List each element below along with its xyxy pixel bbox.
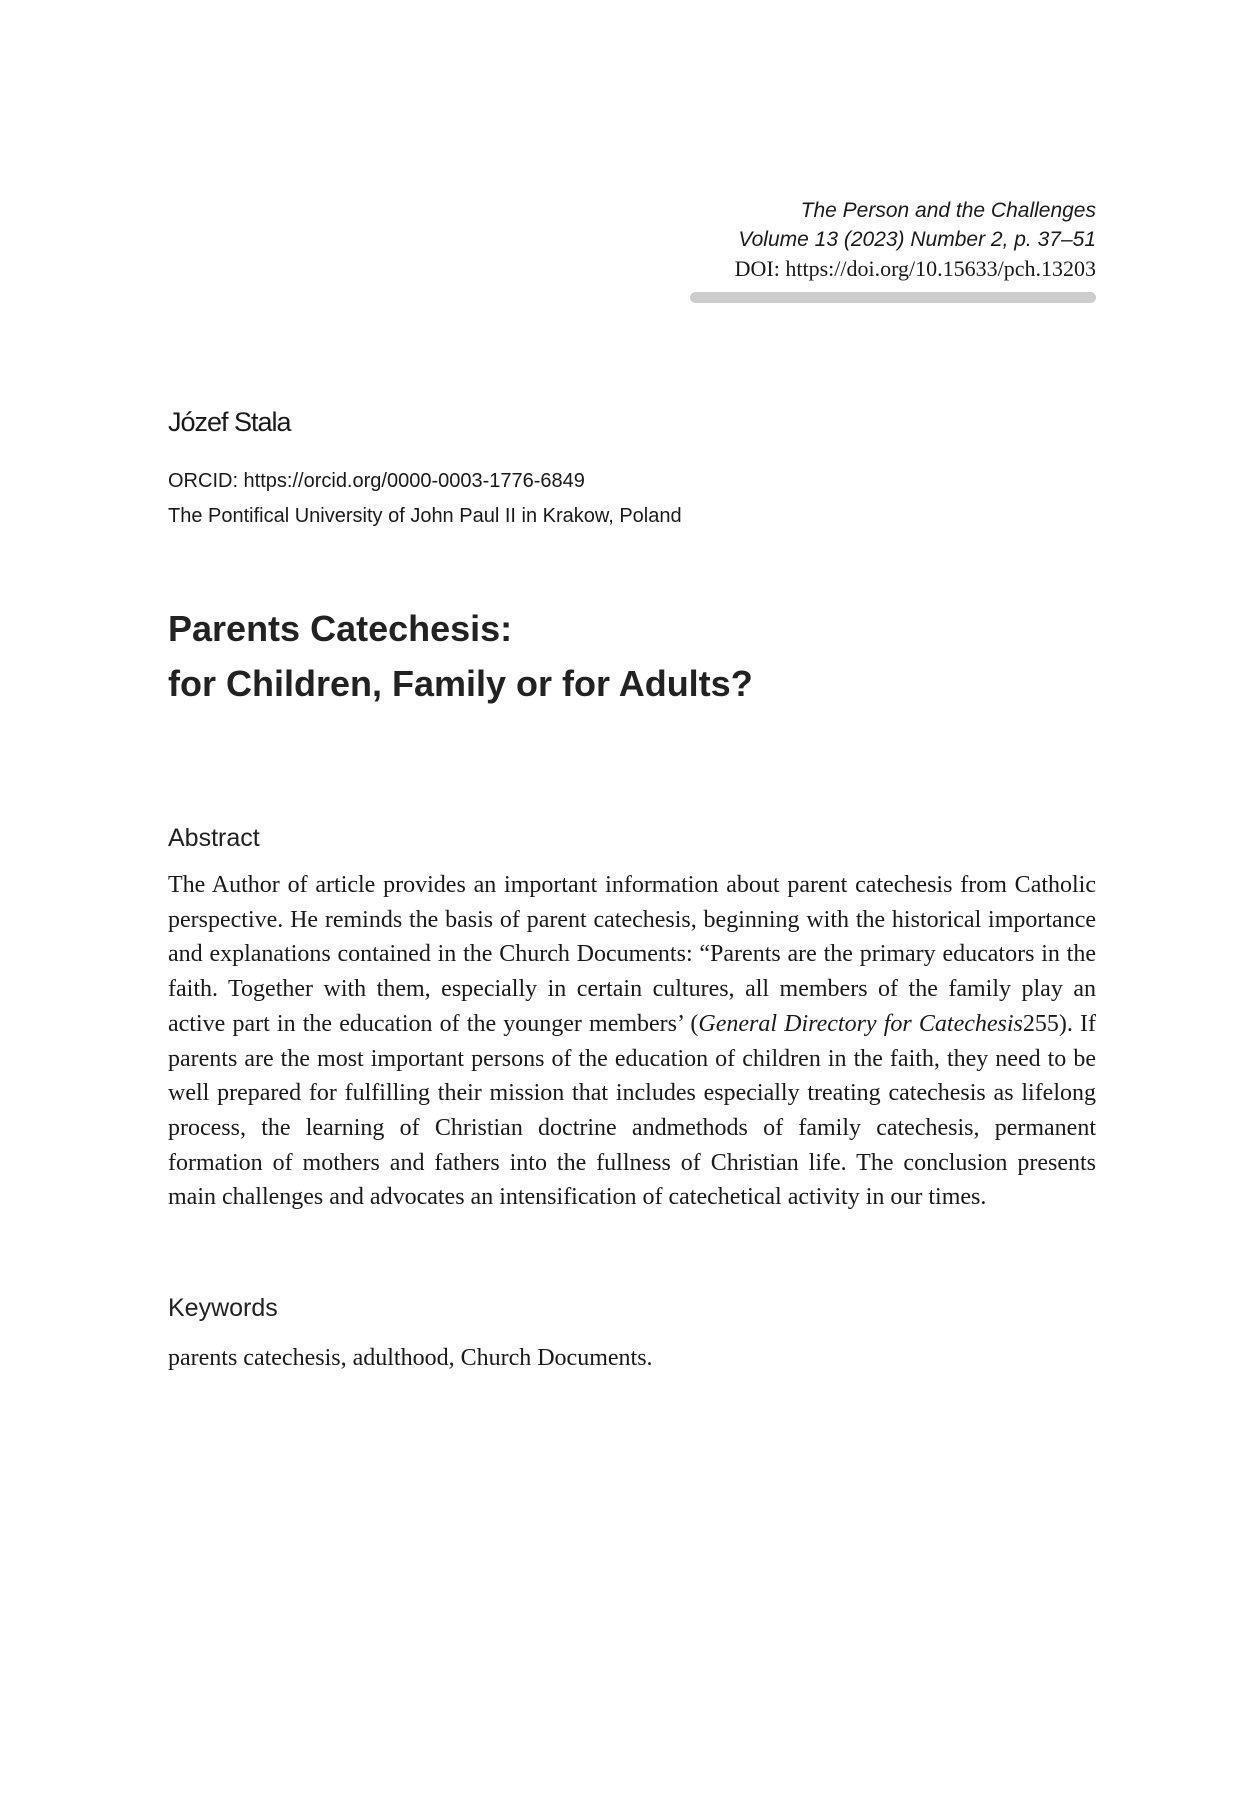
author-block <box>168 404 682 534</box>
abstract-text-part-2: 255). If parents are the most important persons of the education of children in the faith, they need to be well prepared for fulfilling their mission that includes especially treating catechesis as lifelong process, the learning of Christian doctrine andmethods of family catechesis, permanent formation of mothers and fathers into the fullness of Christian life. The conclusion presents main challenges and advocates an intensification of catechetical activity in our times. <box>168 1010 1097 1211</box>
abstract-text-italic: General Directory for Catechesis <box>698 1010 1023 1037</box>
article-title-line-2: for Children, Family or for Adults? <box>168 663 753 704</box>
author-affiliation: The Pontifical University of John Paul II in Krakow, Poland <box>168 505 682 527</box>
article-title <box>168 601 753 711</box>
abstract-heading: Abstract <box>168 824 260 852</box>
journal-header <box>735 196 1096 283</box>
journal-name: The Person and the Challenges <box>800 199 1096 222</box>
journal-issue: Volume 13 (2023) Number 2, p. 37–51 <box>738 228 1096 251</box>
abstract-text <box>168 868 1096 1215</box>
journal-doi: DOI: https://doi.org/10.15633/pch.13203 <box>734 256 1096 281</box>
keywords-text: parents catechesis, adulthood, Church Documents. <box>168 1345 653 1371</box>
author-name: Józef Stala <box>168 407 291 437</box>
author-orcid: ORCID: https://orcid.org/0000-0003-1776-6849 <box>168 470 585 492</box>
keywords-heading: Keywords <box>168 1294 278 1322</box>
header-rule <box>690 292 1096 303</box>
abstract-text-part-1: The Author of article provides an important information about parent catechesis from Catholic perspective. He reminds the basis of parent catechesis, beginning with the historical importance and explanations contained in the Church Documents: “Parents are the primary educators in the faith. Together with them, especially in certain cultures, all members of the family play an active part in the education of the younger members’ ( <box>168 872 1096 1037</box>
article-title-line-1: Parents Catechesis: <box>168 608 513 649</box>
